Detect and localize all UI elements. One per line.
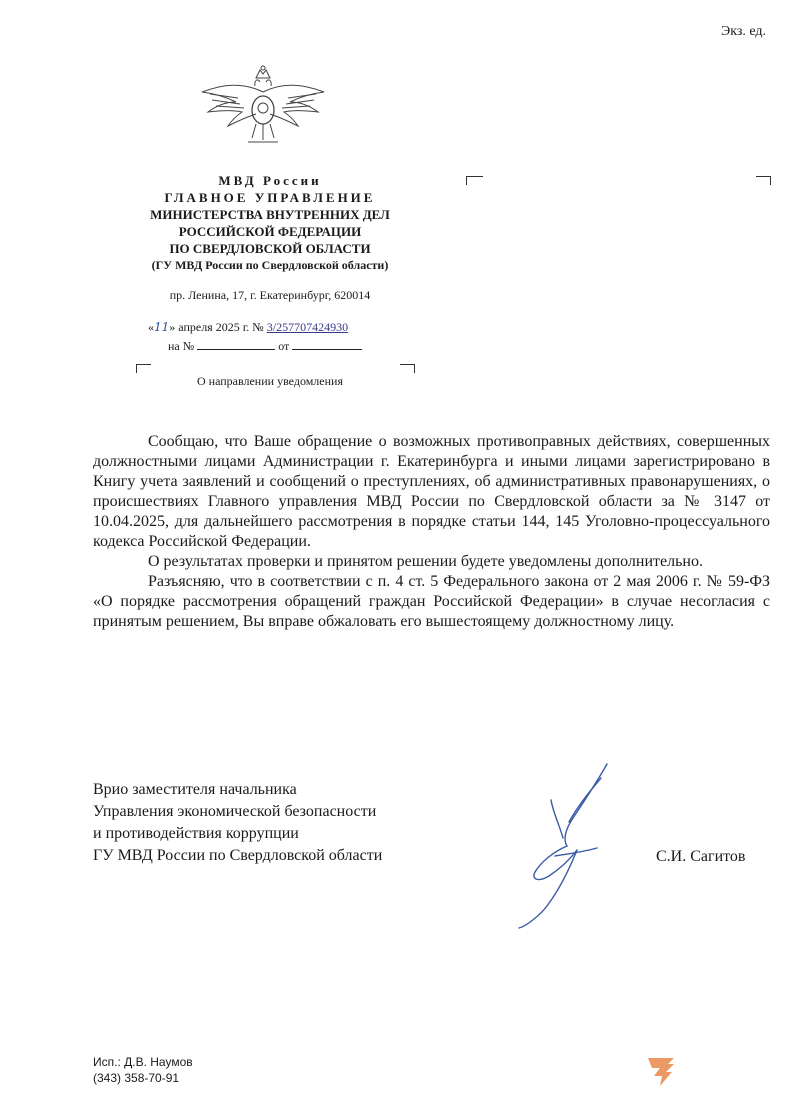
executor-info (93, 1054, 193, 1086)
header-line-4: РОССИЙСКОЙ ФЕДЕРАЦИИ (178, 224, 362, 239)
stamp-icon (646, 1054, 676, 1088)
signatory-title (93, 779, 382, 867)
header-line-1: МВД России (218, 173, 322, 188)
header-line-6: (ГУ МВД России по Свердловской области) (151, 258, 389, 272)
from-blank (292, 338, 362, 350)
executor-phone: (343) 358-70-91 (93, 1071, 180, 1085)
signatory-line-2: Управления экономической безопасности (93, 803, 377, 820)
corner-mark-right (400, 364, 415, 373)
date-rest: » апреля 2025 г. № (169, 320, 264, 334)
outgoing-number: 3/257707424930 (266, 320, 349, 334)
letter-body (93, 432, 770, 632)
from-label: от (278, 339, 290, 353)
body-paragraph-3: Разъясняю, что в соответствии с п. 4 ст. 5 Федерального закона от 2 мая 2006 г. № 59-ФЗ «О порядке рассмотрения обращений граждан Российской Федерации» в случае несогласия с принятым решением, Вы вправе обжаловать его вышестоящему должностному лицу. (93, 573, 770, 630)
header-line-2: ГЛАВНОЕ УПРАВЛЕНИЕ (164, 190, 376, 205)
handwritten-day: 11 (154, 320, 170, 334)
subject-line: О направлении уведомления (196, 374, 343, 388)
corner-mark-left (136, 364, 151, 373)
signatory-line-3: и противодействия коррупции (93, 825, 299, 842)
copy-mark: Экз. ед. (720, 24, 766, 39)
issuer-address: пр. Ленина, 17, г. Екатеринбург, 620014 (169, 288, 371, 302)
handwritten-signature (505, 760, 625, 930)
reference-line (168, 338, 362, 354)
body-paragraph-2: О результатах проверки и принятом решении будете уведомлены дополнительно. (148, 553, 703, 570)
issuer-header (120, 172, 420, 274)
header-line-3: МИНИСТЕРСТВА ВНУТРЕННИХ ДЕЛ (150, 207, 390, 222)
executor-name: Исп.: Д.В. Наумов (93, 1055, 193, 1069)
quote-open: « (148, 320, 154, 334)
signatory-line-1: Врио заместителя начальника (93, 781, 297, 798)
header-line-5: ПО СВЕРДЛОВСКОЙ ОБЛАСТИ (169, 241, 371, 256)
signatory-name: С.И. Сагитов (656, 848, 746, 865)
emblem-icon (198, 62, 328, 152)
body-paragraph-1: Сообщаю, что Ваше обращение о возможных противоправных действиях, совершенных должностными лицами Администрации г. Екатеринбурга и иными лицами зарегистрировано в Книгу учета заявлений и сообщений о преступлениях, об административных правонарушениях, о происшествиях Главного управления МВД России по Свердловской области за № 3147 от 10.04.2025, для дальнейшего рассмотрения в порядке статьи 144, 145 Уголовно-процессуального кодекса Российской Федерации. (93, 433, 770, 550)
on-number-blank (197, 338, 275, 350)
addressee-corner-left (466, 176, 483, 185)
on-number-label: на № (168, 339, 195, 353)
outgoing-date-number (148, 320, 348, 335)
signatory-line-4: ГУ МВД России по Свердловской области (93, 847, 383, 864)
addressee-corner-right (756, 176, 771, 185)
